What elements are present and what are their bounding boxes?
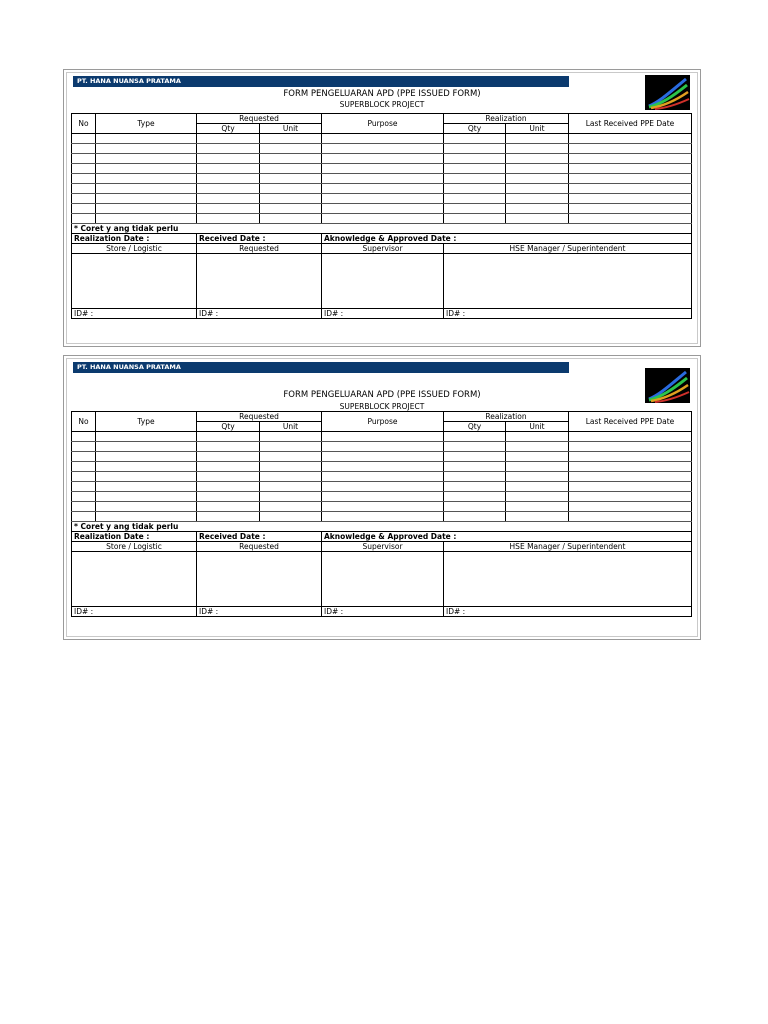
footnote: * Coret y ang tidak perlu (72, 522, 692, 532)
table-row (72, 442, 692, 452)
id-field: ID# : (72, 309, 197, 319)
id-field: ID# : (322, 309, 444, 319)
table-row (72, 164, 692, 174)
id-field: ID# : (444, 309, 692, 319)
header-qty: Qty (197, 422, 260, 432)
approved-date-label: Aknowledge & Approved Date : (322, 234, 692, 244)
id-field: ID# : (444, 607, 692, 617)
signature-box[interactable] (72, 552, 197, 607)
form-subtitle: SUPERBLOCK PROJECT (339, 100, 425, 109)
header-type: Type (96, 412, 197, 432)
company-banner: PT. HANA NUANSA PRATAMA (73, 362, 569, 373)
form-title: FORM PENGELUARAN APD (PPE ISSUED FORM) (283, 390, 481, 400)
header-qty: Qty (197, 124, 260, 134)
header-unit: Unit (260, 124, 322, 134)
signature-box[interactable] (197, 552, 322, 607)
id-field: ID# : (72, 607, 197, 617)
header-purpose: Purpose (322, 114, 444, 134)
sig-hse-manager: HSE Manager / Superintendent (444, 542, 692, 552)
signature-box[interactable] (197, 254, 322, 309)
header-no: No (72, 114, 96, 134)
table-row (72, 462, 692, 472)
table-row (72, 432, 692, 442)
form-title: FORM PENGELUARAN APD (PPE ISSUED FORM) (283, 89, 481, 99)
header-unit-realization: Unit (506, 124, 569, 134)
sig-supervisor: Supervisor (322, 244, 444, 254)
id-field: ID# : (322, 607, 444, 617)
sig-store-logistic: Store / Logistic (72, 244, 197, 254)
sig-hse-manager: HSE Manager / Superintendent (444, 244, 692, 254)
signature-box[interactable] (444, 254, 692, 309)
header-requested: Requested (197, 412, 322, 422)
signature-box[interactable] (72, 254, 197, 309)
header-qty-realization: Qty (444, 422, 506, 432)
signature-box[interactable] (322, 552, 444, 607)
form-subtitle: SUPERBLOCK PROJECT (339, 402, 425, 411)
ppe-table (71, 411, 692, 617)
header-last-received: Last Received PPE Date (569, 412, 692, 432)
header-qty-realization: Qty (444, 124, 506, 134)
realization-date-label: Realization Date : (72, 532, 197, 542)
table-row (72, 204, 692, 214)
header-realization: Realization (444, 114, 569, 124)
id-field: ID# : (197, 607, 322, 617)
table-row (72, 184, 692, 194)
table-row (72, 214, 692, 224)
received-date-label: Received Date : (197, 234, 322, 244)
header-realization: Realization (444, 412, 569, 422)
company-banner: PT. HANA NUANSA PRATAMA (73, 76, 569, 87)
header-last-received: Last Received PPE Date (569, 114, 692, 134)
table-row (72, 452, 692, 462)
table-row (72, 154, 692, 164)
sig-requested: Requested (197, 244, 322, 254)
footnote: * Coret y ang tidak perlu (72, 224, 692, 234)
header-requested: Requested (197, 114, 322, 124)
ppe-table (71, 113, 692, 319)
ppe-form-2 (63, 355, 701, 640)
header-no: No (72, 412, 96, 432)
table-row (72, 194, 692, 204)
sig-requested: Requested (197, 542, 322, 552)
company-logo-icon (645, 368, 690, 403)
table-row (72, 144, 692, 154)
received-date-label: Received Date : (197, 532, 322, 542)
header-type: Type (96, 114, 197, 134)
id-field: ID# : (197, 309, 322, 319)
table-row (72, 472, 692, 482)
table-row (72, 512, 692, 522)
company-logo-icon (645, 75, 690, 110)
sig-supervisor: Supervisor (322, 542, 444, 552)
table-row (72, 134, 692, 144)
header-unit-realization: Unit (506, 422, 569, 432)
realization-date-label: Realization Date : (72, 234, 197, 244)
approved-date-label: Aknowledge & Approved Date : (322, 532, 692, 542)
signature-box[interactable] (322, 254, 444, 309)
table-row (72, 174, 692, 184)
header-purpose: Purpose (322, 412, 444, 432)
signature-box[interactable] (444, 552, 692, 607)
sig-store-logistic: Store / Logistic (72, 542, 197, 552)
table-row (72, 482, 692, 492)
table-row (72, 502, 692, 512)
header-unit: Unit (260, 422, 322, 432)
table-row (72, 492, 692, 502)
ppe-form-1 (63, 69, 701, 347)
